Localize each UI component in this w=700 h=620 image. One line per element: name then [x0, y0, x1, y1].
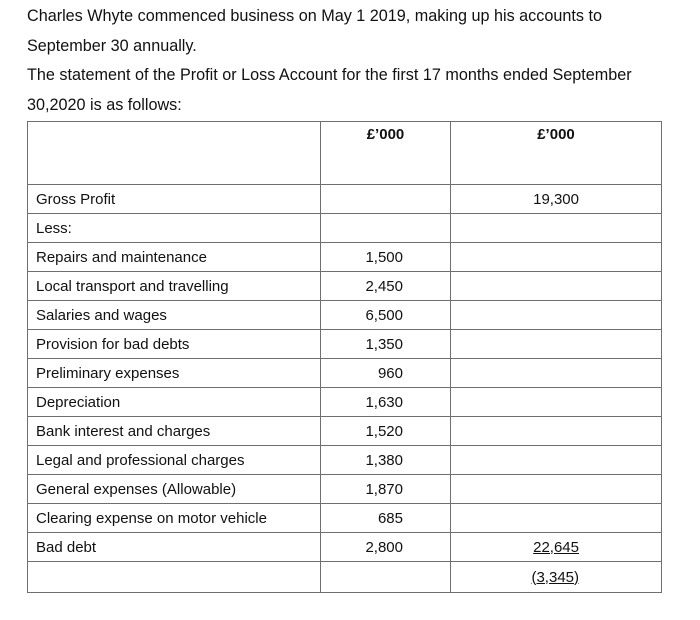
- row-col2: [321, 562, 451, 593]
- row-value: 685: [321, 504, 451, 533]
- row-col3: [451, 272, 662, 301]
- row-label: Clearing expense on motor vehicle: [28, 504, 321, 533]
- header-col2: £’000: [321, 122, 451, 185]
- header-col3: £’000: [451, 122, 662, 185]
- table-row: [28, 359, 662, 388]
- gross-profit-value: 19,300: [451, 185, 662, 214]
- row-value: 960: [321, 359, 451, 388]
- row-value: 1,500: [321, 243, 451, 272]
- row-label: Preliminary expenses: [28, 359, 321, 388]
- net-result-cell: [451, 562, 662, 593]
- row-label: General expenses (Allowable): [28, 475, 321, 504]
- table-row: [28, 330, 662, 359]
- bad-debt-row: [28, 533, 662, 562]
- row-label: Local transport and travelling: [28, 272, 321, 301]
- row-col3: [451, 417, 662, 446]
- row-value: 1,380: [321, 446, 451, 475]
- row-value: 1,520: [321, 417, 451, 446]
- intro-line-1: Charles Whyte commenced business on May 1 2019, making up his accounts to September 30 annually.: [27, 7, 602, 55]
- table-row: [28, 417, 662, 446]
- row-col3: [451, 359, 662, 388]
- row-label: Salaries and wages: [28, 301, 321, 330]
- row-value: 1,870: [321, 475, 451, 504]
- table-row: [28, 475, 662, 504]
- row-label: Provision for bad debts: [28, 330, 321, 359]
- table-row: [28, 301, 662, 330]
- row-col2: [321, 214, 451, 243]
- total-expenses-value: 22,645: [533, 538, 579, 556]
- total-expenses-cell: [451, 533, 662, 562]
- row-label: Legal and professional charges: [28, 446, 321, 475]
- gross-profit-row: [28, 185, 662, 214]
- row-label: Gross Profit: [28, 185, 321, 214]
- row-label: Bank interest and charges: [28, 417, 321, 446]
- row-value: 2,450: [321, 272, 451, 301]
- row-col3: [451, 475, 662, 504]
- net-result-value: (3,345): [531, 568, 579, 586]
- row-label: Less:: [28, 214, 321, 243]
- table-row: [28, 504, 662, 533]
- row-col3: [451, 214, 662, 243]
- row-value: 2,800: [321, 533, 451, 562]
- table-row: [28, 272, 662, 301]
- row-col3: [451, 504, 662, 533]
- row-value: 1,630: [321, 388, 451, 417]
- intro-line-2: The statement of the Profit or Loss Account for the first 17 months ended September 30,2020 is as follows:: [27, 66, 632, 114]
- net-result-row: [28, 562, 662, 593]
- less-row: [28, 214, 662, 243]
- row-label: [28, 562, 321, 593]
- table-header-row: [28, 122, 662, 185]
- profit-loss-table: [27, 121, 662, 593]
- row-col3: [451, 243, 662, 272]
- row-col3: [451, 330, 662, 359]
- row-value: 1,350: [321, 330, 451, 359]
- table-row: [28, 388, 662, 417]
- intro-text: [27, 2, 667, 120]
- table-row: [28, 243, 662, 272]
- row-col3: [451, 446, 662, 475]
- row-label: Bad debt: [28, 533, 321, 562]
- row-label: Repairs and maintenance: [28, 243, 321, 272]
- row-label: Depreciation: [28, 388, 321, 417]
- row-value: 6,500: [321, 301, 451, 330]
- table-row: [28, 446, 662, 475]
- row-col2: [321, 185, 451, 214]
- header-label-cell: [28, 122, 321, 185]
- row-col3: [451, 301, 662, 330]
- row-col3: [451, 388, 662, 417]
